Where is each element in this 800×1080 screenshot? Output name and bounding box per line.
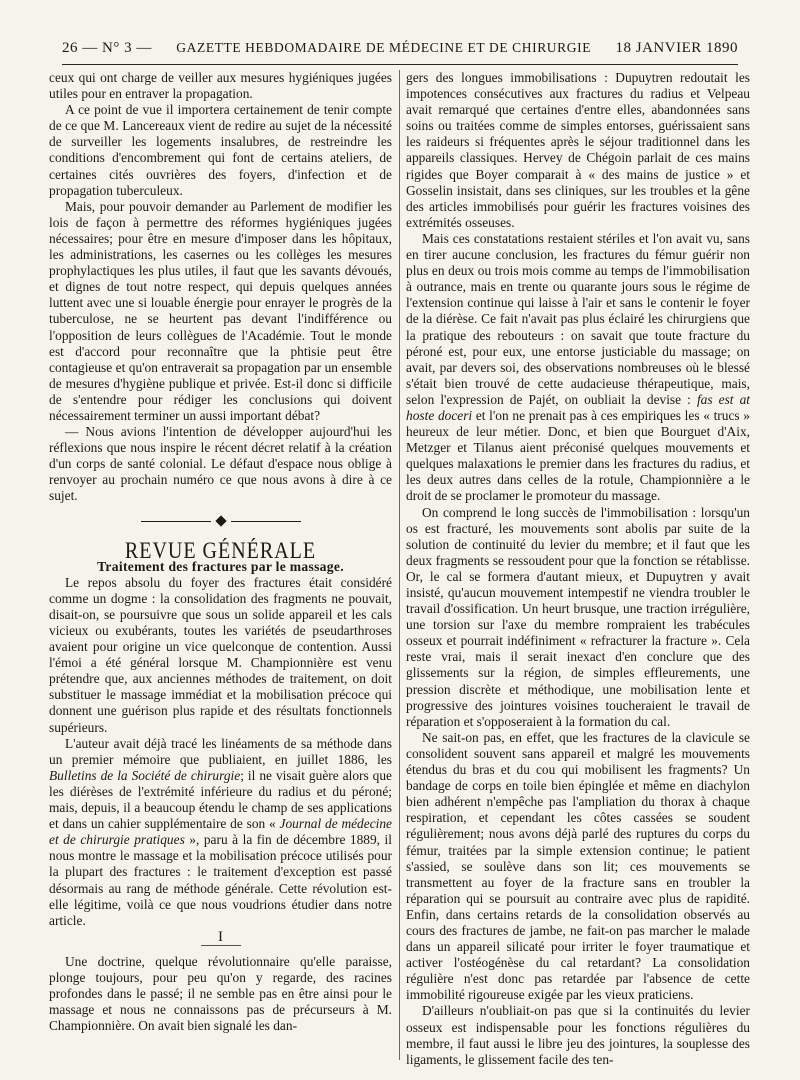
article-title: Traitement des fractures par le massage.: [97, 558, 344, 574]
page-header: [62, 40, 738, 62]
paragraph: On comprend le long succès de l'immobilisation : lorsqu'un os est fracturé, les mouvements sont abolis par suite de la solution de continuité du levier du membre; et il faut que les deux fragments se ressoudent pour que la fonction se rétablisse. Or, le cal se formera d'autant mieux, et Dupuytren y avait insisté, qu'aucun mouvement intempestif ne viendra troubler le travail d'ossification. Un heurt brusque, une traction irrégulière, une torsion sur l'axe du membre rompraient les trabécules osseux et pourrait indéfiniment « refracturer la fracture ». Cela reste vrai, mais il serait inexact d'en conclure que des glissements sur la région, de simples effleurements, une pression discrète et méthodique, une mobilisation lente et progressive des jointures voisines toucheraient le travail de réparation et s'opposeraient à la formation du cal.: [406, 504, 750, 729]
column-divider: [399, 70, 400, 1060]
issue-date: 18 JANVIER 1890: [615, 40, 738, 56]
italic-citation: Bulletins de la Société de chirurgie: [49, 767, 241, 783]
page-issue-number: 26 — N° 3 —: [62, 40, 152, 56]
left-column: [49, 70, 392, 1034]
paragraph: A ce point de vue il importera certainement de tenir compte de ce que M. Lancereaux vient de redire au sujet de la nécessité de surveiller les logements insalubres, de restreindre les conditions d'encombrement qui font de certains ateliers, de certaines cités ouvrières des foyers, d'infection et de propagation tuberculeux.: [49, 102, 392, 198]
journal-title: GAZETTE HEBDOMADAIRE DE MÉDECINE ET DE CHIRURGIE: [176, 40, 592, 55]
text-run: et l'on ne prenait pas à ces empiriques les « trucs » heureux de leur métier. Donc, et bien que Bourguet d'Aix, Metzger et Tilanus aient préconisé quelques mouvements et quelques malaxations le premier dans les fractures du radius, et les deux autres dans celles de la rotule, Championnière a le droit de se proclamer le promoteur du massage.: [406, 407, 750, 504]
header-rule: [62, 64, 738, 65]
italic-quote: fas est at hoste doceri: [406, 391, 750, 423]
italic-citation: Journal de médecine et de chirurgie pratiques: [49, 816, 393, 848]
paragraph: — Nous avions l'intention de développer aujourd'hui les réflexions que nous inspire le récent décret relatif à la création d'un corps de santé colonial. Le défaut d'espace nous oblige à renvoyer au prochain numéro ce que nous avons à dire à ce sujet.: [49, 424, 392, 504]
numeral-rule: [201, 945, 241, 946]
paragraph: Une doctrine, quelque révolutionnaire qu'elle paraisse, plonge toujours, pour peu qu'on y regarde, des racines profondes dans le passé; il ne semble pas en être ainsi pour le massage et nous ne connaissons pas de précurseurs à M. Championnière. On avait bien signalé les dan-: [49, 953, 392, 1034]
paragraph: [49, 736, 392, 929]
section-ornament: [141, 517, 301, 527]
ornament-line: [231, 521, 301, 522]
diamond-icon: [215, 515, 226, 526]
section-numeral: I: [218, 928, 223, 945]
text-run: L'auteur avait déjà tracé les linéaments de sa méthode dans un premier mémoire que publiaient, en juillet 1886, les: [49, 735, 392, 767]
right-column: [406, 70, 750, 1068]
paragraph: Ne sait-on pas, en effet, que les fractures de la clavicule se consolident souvent sans appareil et malgré les mouvements étendus du bras et du cou qui mobilisent les fragments? Un bandage de corps en toile bien épinglée et même en diachylon bien adhérent n'empêche pas l'ampliation du thorax à chaque respiration, et cependant les côtes cassées se soudent régulièrement; nous avons déjà parlé des ruptures du corps du fémur, traitées par la simple extension continue; le patient s'assied, se soulève dans son lit; ces mouvements se transmettent au foyer de la fracture sans en troubler la réparation qui se poursuit au contraire avec plus de rapidité. Enfin, dans certains retards de la consolidation observés au cours des fractures de jambe, ne fait-on pas marcher le malade dans un appareil silicaté pour irriter le foyer traumatique et activer l'ostéogénèse du cal retardant? La consolidation régulière n'est donc pas retardée par l'absence de cette immobilité rigoureuse exigée par les vieux praticiens.: [406, 729, 750, 1003]
paragraph: ceux qui ont charge de veiller aux mesures hygiéniques jugées utiles pour en entraver la propagation.: [49, 70, 392, 102]
paragraph: Mais, pour pouvoir demander au Parlement de modifier les lois de façon à permettre des réformes hygiéniques jugées nécessaires; pour être en mesure d'imposer dans les hôpitaux, les administrations, les casernes ou les collèges les mesures prophylactiques les plus utiles, il faut que les savants dévoués, et dignes de tout notre respect, qui depuis quelques années luttent avec une si louable énergie pour enrayer le progrès de la tuberculose, ne se heurtent pas devant l'indifférence ou l'opposition de leurs collègues de l'Académie. Tout le monde est d'accord pour reconnaître que la phtisie peut être contagieuse et qu'on entraverait sa propagation par un ensemble de mesures d'hygiène publique et privée. Est-il donc si difficile de s'entendre pour rédiger les conclusions qui doivent nécessairement terminer un aussi important débat?: [49, 198, 392, 423]
text-run: ; il ne visait guère alors que les diérèses de l'extrémité inférieure du radius et du péroné; mais, depuis, il a beaucoup étendu le champ de ses applications et dans un cahier supplémentaire de son «: [49, 767, 392, 832]
section-title: REVUE GÉNÉRALE: [124, 537, 317, 564]
text-run: », paru à la fin de décembre 1889, il nous montre le massage et la mobilisation précoce utilisés pour la plupart des fractures : le traitement d'exception est passé désormais au rang de méthode générale. Cette révolution est-elle légitime, voilà ce que nous voudrions étudier dans notre article.: [49, 832, 392, 928]
paragraph: Le repos absolu du foyer des fractures était considéré comme un dogme : la consolidation des fragments ne pouvait, disait-on, se poursuivre que sous un solide appareil et les cals vicieux ou exubérants, toutes les variétés de pseudarthroses avaient pour origine un vice quelconque de contention. Aussi l'émoi a été général lorsque M. Championnière est venu prétendre que, aux anciennes méthodes de traitement, on doit substituer le massage immédiat et la mobilisation précoce qui donnent une guérison plus rapide et des résultats fonctionnels supérieurs.: [49, 574, 392, 735]
paragraph: D'ailleurs n'oubliait-on pas que si la continuités du levier osseux est indispensable pour les fonctions régulières du membre, il faut aussi le libre jeu des jointures, la souplesse des ligaments, le glissement facile des ten-: [406, 1003, 750, 1067]
text-run: Mais ces constatations restaient stériles et l'on avait vu, sans en tirer aucune conclusion, les fractures du fémur guérir non plus en deux ou trois mois comme au temps de l'immobilisation à outrance, mais en trente ou quarante jours sous le régime de l'extension continue qui laisse à l'air et sans le contenir le foyer de la diérèse. Ce fait n'avait pas plus éclairé les chirurgiens que la pratique des rebouteurs : on savait que toute fracture du péroné est, pour eux, une entorse justiciable du massage; on avait, par devers soi, des observations nombreuses où le blessé s'était bien trouvé de cette audacieuse thérapeutique, mais, selon l'expression de Pajét, on oubliait la devise :: [406, 230, 750, 407]
ornament-line: [141, 521, 211, 522]
paragraph: [406, 231, 750, 505]
paragraph: gers des longues immobilisations : Dupuytren redoutait les impotences consécutives aux fractures du radius et Velpeau avait remarqué que certaines d'entre elles, abandonnées sans soins ou traitées comme de simples entorses, guérissaient sans les raideurs si fréquentes après le séjour traditionnel dans les appareils classiques. Hervey de Chégoin parlait de ces mains rigides que Boyer comparait à « des mains de justice » et Gosselin insistait, dans ses cliniques, sur les troubles et la gêne des articles immobilisés pour guérir les fractures voisines des extrémités osseuses.: [406, 70, 750, 230]
